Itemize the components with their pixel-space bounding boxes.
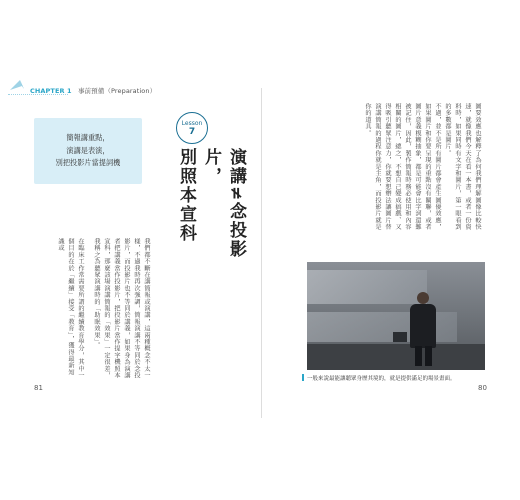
page-number-right: 80 xyxy=(478,384,487,392)
callout-line: 演講是表演， xyxy=(66,145,110,155)
lesson-title xyxy=(174,148,249,288)
callout-line: 別把投影片當提詞機 xyxy=(55,158,121,168)
chapter-subtitle: 事前預備（Preparation） xyxy=(77,87,157,95)
page-number-left: 81 xyxy=(34,384,43,392)
lesson-number: 7 xyxy=(188,126,196,137)
lesson-title-line: 演講≠念投影片， xyxy=(201,148,246,260)
lesson-title-line: 別照本宣科 xyxy=(176,148,196,243)
speaker-photo xyxy=(307,262,485,370)
paragraph: 圖要效應也解釋了為何我們理解圖像比較快速，就像我們今天在看一本書，或者一份資料時，如果同時有文字和圖片，第一眼看到的多數都是圖片。 xyxy=(444,103,481,231)
left-body-text xyxy=(33,238,151,380)
caption-marker xyxy=(302,374,304,381)
photo-caption: 一般來說最能讓聽眾身歷其境的，就是提供滿足的場景畫面。 xyxy=(307,376,456,382)
paragraph: 在臨床工作常需要所謂的繼續教育學分，其中一個目的在於「繼續」接受「教育」，獲得最新知識或 xyxy=(57,238,84,379)
callout-box xyxy=(34,118,142,184)
divider xyxy=(8,94,68,96)
lesson-label: Lesson xyxy=(181,119,203,127)
chapter-label: CHAPTER 1 xyxy=(30,87,72,95)
callout-line: 簡報講重點， xyxy=(66,133,110,143)
paragraph: 我們都不斷在講簡報或演講，這兩種概念不太一樣，不過我時再次強調，簡報演講不等同於念投影片，而投影片也不等同於講義，如果身為演講者把講義當作投影片，把投影片當作提字機照本宣科，那麼該場演講簡報的「效果」一定很差，我稱之為聽眾演講時的「助眠效果」。 xyxy=(93,238,150,379)
right-body-text xyxy=(306,103,482,233)
lesson-badge xyxy=(176,112,208,144)
paragraph: 不過，並不是所有圖片都會產生圖優效應，如果圖片和你要呈現的重點沒有關聯，或者圖片意義模糊抽象，都是可能會比字詞還難被記住，因此，製作簡報時務必使用和內容相關的圖片，總之，不想自己變成搞戲、又得吸引聽眾注意力，你就要想辦法讓圖片替演講簡報的過程你就是主角，而投影片就是你的道具。 xyxy=(364,103,441,231)
